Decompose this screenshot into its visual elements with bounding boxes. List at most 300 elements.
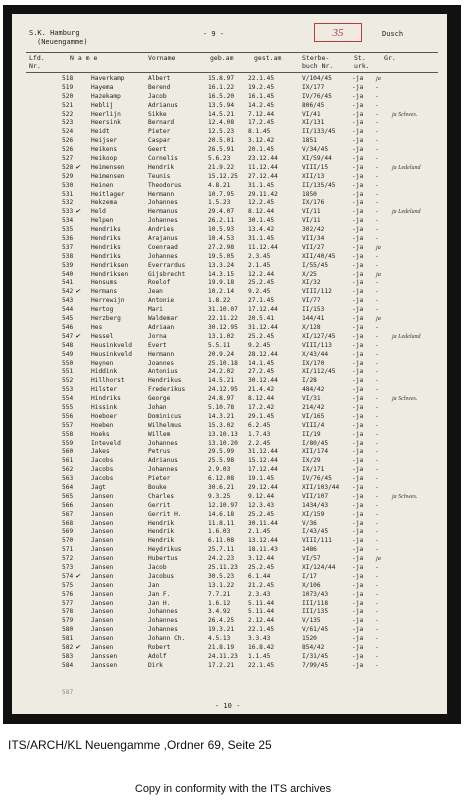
table-row [12, 600, 447, 609]
row-death-book: VII/27 [302, 243, 325, 251]
row-grave-mark: - [376, 226, 379, 234]
row-grave-mark: - [376, 155, 379, 163]
table-row [12, 119, 447, 128]
row-number: 561 [62, 457, 74, 465]
row-death-date: 17.12.44 [248, 466, 278, 474]
row-surname: Jacobs [91, 466, 114, 474]
row-firstname: Theodorus [148, 181, 182, 189]
row-surname: Heynen [91, 359, 114, 367]
row-number: 554 [62, 395, 74, 403]
table-row [12, 475, 447, 484]
table-row [12, 279, 447, 288]
row-certificate: -ja [352, 323, 364, 331]
row-number: 541 [62, 279, 74, 287]
row-death-date: 3.12.44 [248, 555, 275, 563]
row-grave-mark: - [376, 635, 379, 643]
row-surname: Hendriksen [91, 270, 129, 278]
row-grave-mark: ja [376, 243, 381, 251]
row-surname: Inteveld [91, 439, 121, 447]
row-death-date: 2.3.45 [248, 252, 271, 260]
table-row [12, 146, 447, 155]
row-firstname: Jean [148, 288, 163, 296]
row-grave-mark: - [376, 181, 379, 189]
row-firstname: Jan H. [148, 599, 171, 607]
row-certificate: -ja [352, 155, 364, 163]
row-surname: Jansen [91, 510, 114, 518]
row-death-date: 31.12.44 [248, 323, 278, 331]
table-row [12, 377, 447, 386]
row-firstname: Hendrik [148, 163, 175, 171]
row-number: 545 [62, 315, 74, 323]
table-row [12, 271, 447, 280]
row-grave-mark: - [376, 439, 379, 447]
row-birth-date: 30.12.95 [208, 323, 238, 331]
row-birth-date: 19.9.18 [208, 279, 235, 287]
table-row [12, 128, 447, 137]
row-number: 524 [62, 128, 74, 136]
page-stamp: 35 [314, 23, 362, 42]
row-birth-date: 24.8.97 [208, 395, 235, 403]
row-death-book: XII/174 [302, 448, 329, 456]
row-death-book: XI/159 [302, 510, 325, 518]
row-grave-mark: - [376, 644, 379, 651]
table-row [12, 208, 447, 217]
row-firstname: Dominicus [148, 412, 182, 420]
row-firstname: Willem [148, 430, 171, 438]
row-birth-date: 6.12.08 [208, 475, 235, 483]
row-grave-mark: - [376, 395, 379, 403]
row-grave-mark: - [376, 546, 379, 554]
row-firstname: Charles [148, 492, 175, 500]
row-death-date: 11.12.44 [248, 163, 278, 171]
row-death-date: 18.11.43 [248, 546, 278, 554]
row-birth-date: 13.3.24 [208, 261, 235, 269]
row-grave-mark: - [376, 403, 379, 411]
row-birth-date: 12.5.23 [208, 128, 235, 136]
row-surname: Hindriks [91, 395, 121, 403]
row-death-date: 22.1.45 [248, 626, 275, 634]
row-surname: Jansen [91, 608, 114, 616]
row-death-date: 22.1.45 [248, 75, 275, 82]
row-certificate: -ja [352, 252, 364, 260]
row-certificate: -ja [352, 626, 364, 634]
row-number: 547 [62, 332, 74, 340]
row-death-date: 25.2.45 [248, 332, 275, 340]
row-birth-date: 14.5.21 [208, 377, 235, 385]
table-row [12, 102, 447, 111]
row-number: 530 [62, 181, 74, 189]
row-birth-date: 2.9.03 [208, 466, 231, 474]
row-certificate: -ja [352, 279, 364, 287]
col-header-birth: geb.am [210, 54, 234, 62]
row-death-book: 1850 [302, 190, 317, 198]
row-birth-date: 7.7.21 [208, 590, 231, 598]
table-row [12, 333, 447, 342]
row-number: 520 [62, 92, 74, 100]
row-certificate: -ja [352, 386, 364, 394]
row-grave-mark: - [376, 119, 379, 127]
header-rule-top [26, 52, 438, 53]
row-surname: Hendriksen [91, 261, 129, 269]
row-number: 552 [62, 377, 74, 385]
row-death-book: VI/77 [302, 297, 321, 305]
row-certificate: -ja [352, 101, 364, 109]
table-row [12, 75, 447, 84]
row-death-date: 6.2.45 [248, 421, 271, 429]
row-grave-mark: - [376, 457, 379, 465]
row-death-book: 484/42 [302, 386, 325, 394]
row-grave-mark: - [376, 110, 379, 118]
footer-page-number: - 10 - [215, 702, 241, 710]
row-death-book: I/17 [302, 572, 317, 580]
row-birth-date: 21.8.19 [208, 644, 235, 651]
row-number: 542 [62, 288, 74, 296]
row-birth-date: 3.4.92 [208, 608, 231, 616]
table-row [12, 324, 447, 333]
row-number: 576 [62, 590, 74, 598]
table-row [12, 484, 447, 493]
row-death-date: 20.5.41 [248, 315, 275, 323]
row-number: 577 [62, 599, 74, 607]
row-grave-mark: - [376, 217, 379, 225]
row-surname: Jansen [91, 590, 114, 598]
row-grave-mark: - [376, 599, 379, 607]
row-surname: Hessel [91, 332, 114, 340]
row-surname: Jansen [91, 644, 114, 651]
row-grave-mark: - [376, 332, 379, 340]
row-grave-mark: - [376, 528, 379, 536]
copy-caption: Copy in conformity with the ITS archives [134, 783, 332, 795]
row-death-book: 1851 [302, 137, 317, 145]
row-firstname: Andries [148, 226, 175, 234]
row-certificate: -ja [352, 519, 364, 527]
row-death-date: 7.12.44 [248, 110, 275, 118]
row-certificate: -ja [352, 546, 364, 554]
table-row [12, 262, 447, 271]
row-death-date: 5.11.44 [248, 599, 275, 607]
row-certificate: -ja [352, 466, 364, 474]
table-row [12, 351, 447, 360]
row-surname: Jansen [91, 528, 114, 536]
row-death-date: 20.1.45 [248, 146, 275, 154]
table-row [12, 297, 447, 306]
row-number: 539 [62, 261, 74, 269]
row-surname: Jagt [91, 483, 106, 491]
row-grave-mark: - [376, 297, 379, 305]
table-row [12, 555, 447, 564]
row-birth-date: 5.5.11 [208, 341, 231, 349]
row-death-book: 302/42 [302, 226, 325, 234]
row-firstname: George [148, 395, 171, 403]
table-row [12, 199, 447, 208]
row-birth-date: 13.1.22 [208, 581, 235, 589]
row-grave-mark: - [376, 235, 379, 243]
row-death-date: 19.2.45 [248, 83, 275, 91]
row-death-date: 30.12.44 [248, 377, 278, 385]
row-birth-date: 14.6.18 [208, 510, 235, 518]
row-firstname: Frederikus [148, 386, 186, 394]
row-number: 550 [62, 359, 74, 367]
row-birth-date: 16.1.22 [208, 83, 235, 91]
row-number: 566 [62, 501, 74, 509]
col-header-no: Lfd. Nr. [29, 54, 45, 70]
row-death-book: VI/11 [302, 217, 321, 225]
row-birth-date: 4.5.13 [208, 635, 231, 643]
row-firstname: Hendrik [148, 528, 175, 536]
row-death-book: VIII/112 [302, 288, 332, 296]
row-number: 548 [62, 341, 74, 349]
row-certificate: -ja [352, 359, 364, 367]
row-firstname: Coenraad [148, 243, 178, 251]
row-firstname: Antonie [148, 297, 175, 305]
row-firstname: Jan [148, 581, 160, 589]
row-certificate: -ja [352, 528, 364, 536]
row-birth-date: 27.2.98 [208, 243, 235, 251]
row-firstname: Hermann [148, 190, 175, 198]
row-death-book: VIII/111 [302, 537, 332, 545]
row-surname: Heidt [91, 128, 110, 136]
row-birth-date: 31.10.07 [208, 306, 238, 314]
row-firstname: Adolf [148, 652, 167, 660]
row-birth-date: 25.5.98 [208, 457, 235, 465]
table-row [12, 582, 447, 591]
row-birth-date: 25.7.11 [208, 546, 235, 554]
row-number: 526 [62, 137, 74, 145]
row-surname: Janssen [91, 661, 118, 669]
row-grave-mark: - [376, 572, 379, 580]
row-grave-mark: - [376, 359, 379, 367]
row-check-mark: ✔ [75, 208, 81, 216]
row-death-date: 8.12.44 [248, 208, 275, 216]
table-row [12, 288, 447, 297]
row-grave-mark: - [376, 421, 379, 429]
row-death-book: XI/131 [302, 119, 325, 127]
row-certificate: -ja [352, 350, 364, 358]
row-firstname: Jan F. [148, 590, 171, 598]
row-surname: Jansen [91, 537, 114, 545]
row-grave-mark: - [376, 608, 379, 616]
row-number: 564 [62, 483, 74, 491]
row-surname: Heimensen [91, 163, 125, 171]
row-firstname: Teunis [148, 172, 171, 180]
row-death-book: VI/41 [302, 110, 321, 118]
row-death-book: XI/112/45 [302, 368, 336, 376]
row-firstname: Hendrik [148, 537, 175, 545]
row-birth-date: 6.11.08 [208, 537, 235, 545]
row-death-book: 214/42 [302, 403, 325, 411]
row-number: 569 [62, 528, 74, 536]
row-birth-date: 24.12.95 [208, 386, 238, 394]
row-number: 557 [62, 421, 74, 429]
table-row [12, 422, 447, 431]
row-number: 533 [62, 208, 74, 216]
row-firstname: Sikke [148, 110, 167, 118]
row-certificate: -ja [352, 181, 364, 189]
row-number: 518 [62, 75, 74, 82]
row-birth-date: 29.5.99 [208, 448, 235, 456]
row-death-book: XI/124/44 [302, 563, 336, 571]
row-number: 537 [62, 243, 74, 251]
row-certificate: -ja [352, 448, 364, 456]
row-death-date: 21.2.45 [248, 581, 275, 589]
row-death-date: 29.12.44 [248, 483, 278, 491]
row-firstname: Everrardus [148, 261, 186, 269]
table-row [12, 653, 447, 662]
row-birth-date: 5.6.23 [208, 155, 231, 163]
row-death-date: 27.12.44 [248, 172, 278, 180]
row-firstname: Heydrikus [148, 546, 182, 554]
row-surname: Heerlijn [91, 110, 121, 118]
row-number: 581 [62, 635, 74, 643]
row-birth-date: 1.8.22 [208, 297, 231, 305]
row-firstname: Adriaan [148, 323, 175, 331]
row-death-book: IX/176 [302, 199, 325, 207]
camp-header [29, 29, 88, 47]
row-death-book: VI/165 [302, 412, 325, 420]
row-certificate: -ja [352, 403, 364, 411]
row-firstname: Johann Ch. [148, 635, 186, 643]
row-death-date: 3.3.43 [248, 635, 271, 643]
row-death-date: 30.11.44 [248, 519, 278, 527]
row-death-book: XII/13 [302, 172, 325, 180]
row-birth-date: 25.10.18 [208, 359, 238, 367]
row-birth-date: 5.10.78 [208, 403, 235, 411]
row-firstname: Caspar [148, 137, 171, 145]
row-death-date: 9.2.45 [248, 288, 271, 296]
row-birth-date: 12.4.08 [208, 119, 235, 127]
row-number: 558 [62, 430, 74, 438]
row-death-book: II/153 [302, 306, 325, 314]
row-grave-mark: - [376, 475, 379, 483]
row-firstname: Gijsbrecht [148, 270, 186, 278]
row-birth-date: 16.5.20 [208, 92, 235, 100]
row-death-book: VI/11 [302, 208, 321, 216]
row-grave-mark: - [376, 377, 379, 385]
row-certificate: -ja [352, 297, 364, 305]
row-death-book: III/135 [302, 608, 329, 616]
row-grave-mark: - [376, 288, 379, 296]
row-birth-date: 24.11.23 [208, 652, 238, 660]
row-certificate: -ja [352, 421, 364, 429]
table-row [12, 493, 447, 502]
row-handwritten-note: ja Schwes. [392, 493, 418, 500]
row-firstname: Jorna [148, 332, 167, 340]
row-birth-date: 11.8.11 [208, 519, 235, 527]
row-death-book: V/61/45 [302, 626, 329, 634]
row-number: 549 [62, 350, 74, 358]
row-death-date: 16.8.42 [248, 644, 275, 651]
row-number: 555 [62, 403, 74, 411]
row-firstname: Waldemar [148, 315, 178, 323]
table-row [12, 644, 447, 653]
row-certificate: -ja [352, 119, 364, 127]
row-death-date: 2.1.45 [248, 261, 271, 269]
row-grave-mark: - [376, 590, 379, 598]
table-row [12, 342, 447, 351]
row-death-book: I/28 [302, 377, 317, 385]
document-page [12, 14, 447, 714]
row-certificate: -ja [352, 306, 364, 314]
row-grave-mark: - [376, 101, 379, 109]
row-certificate: -ja [352, 190, 364, 198]
row-certificate: -ja [352, 644, 364, 651]
row-number: 523 [62, 119, 74, 127]
row-grave-mark: - [376, 430, 379, 438]
table-row [12, 137, 447, 146]
row-grave-mark: ja [376, 75, 381, 82]
row-number: 570 [62, 537, 74, 545]
table-row [12, 111, 447, 120]
row-death-book: IV/76/45 [302, 475, 332, 483]
row-firstname: Dirk [148, 661, 163, 669]
row-surname: Jacobs [91, 457, 114, 465]
row-number: 534 [62, 217, 74, 225]
row-number: 574 [62, 572, 74, 580]
row-number: 559 [62, 439, 74, 447]
row-death-date: 22.1.45 [248, 661, 275, 669]
row-certificate: -ja [352, 608, 364, 616]
row-death-date: 30.1.45 [248, 217, 275, 225]
row-certificate: -ja [352, 83, 364, 91]
row-surname: Heijser [91, 137, 118, 145]
row-death-date: 13.12.44 [248, 537, 278, 545]
row-death-date: 11.12.44 [248, 243, 278, 251]
row-grave-mark: - [376, 146, 379, 154]
row-number: 582 [62, 644, 74, 651]
row-grave-mark: - [376, 626, 379, 634]
row-birth-date: 21.9.22 [208, 163, 235, 171]
table-row [12, 235, 447, 244]
row-number: 536 [62, 235, 74, 243]
row-number: 580 [62, 626, 74, 634]
row-firstname: Mari [148, 306, 163, 314]
row-death-date: 19.1.45 [248, 475, 275, 483]
row-firstname: Jacobus [148, 572, 175, 580]
row-number: 562 [62, 466, 74, 474]
row-certificate: -ja [352, 315, 364, 323]
row-firstname: Hendrik [148, 519, 175, 527]
row-surname: Heimensen [91, 172, 125, 180]
row-birth-date: 17.2.21 [208, 661, 235, 669]
row-check-mark: ✔ [75, 572, 81, 580]
row-firstname: Arajanus [148, 235, 178, 243]
row-surname: Hoeboer [91, 412, 118, 420]
row-birth-date: 15.8.97 [208, 75, 235, 82]
table-row [12, 84, 447, 93]
row-check-mark: ✔ [75, 644, 81, 651]
row-grave-mark: - [376, 510, 379, 518]
row-death-book: IV/76/45 [302, 92, 332, 100]
row-certificate: -ja [352, 235, 364, 243]
row-death-date: 17.12.44 [248, 306, 278, 314]
row-surname: Jansen [91, 617, 114, 625]
row-number: 546 [62, 323, 74, 331]
header-rule-bottom [26, 72, 438, 73]
register-table [12, 75, 447, 671]
row-certificate: -ja [352, 146, 364, 154]
row-firstname: Johannes [148, 466, 178, 474]
row-death-book: V/104/45 [302, 75, 332, 82]
row-surname: Haverkamp [91, 75, 125, 82]
row-birth-date: 13.1.02 [208, 332, 235, 340]
table-row [12, 564, 447, 573]
row-surname: Hes [91, 323, 103, 331]
row-grave-mark: - [376, 483, 379, 491]
row-death-book: IX/171 [302, 466, 325, 474]
row-grave-mark: ja [376, 315, 381, 323]
row-death-date: 3.12.42 [248, 137, 275, 145]
table-row [12, 155, 447, 164]
